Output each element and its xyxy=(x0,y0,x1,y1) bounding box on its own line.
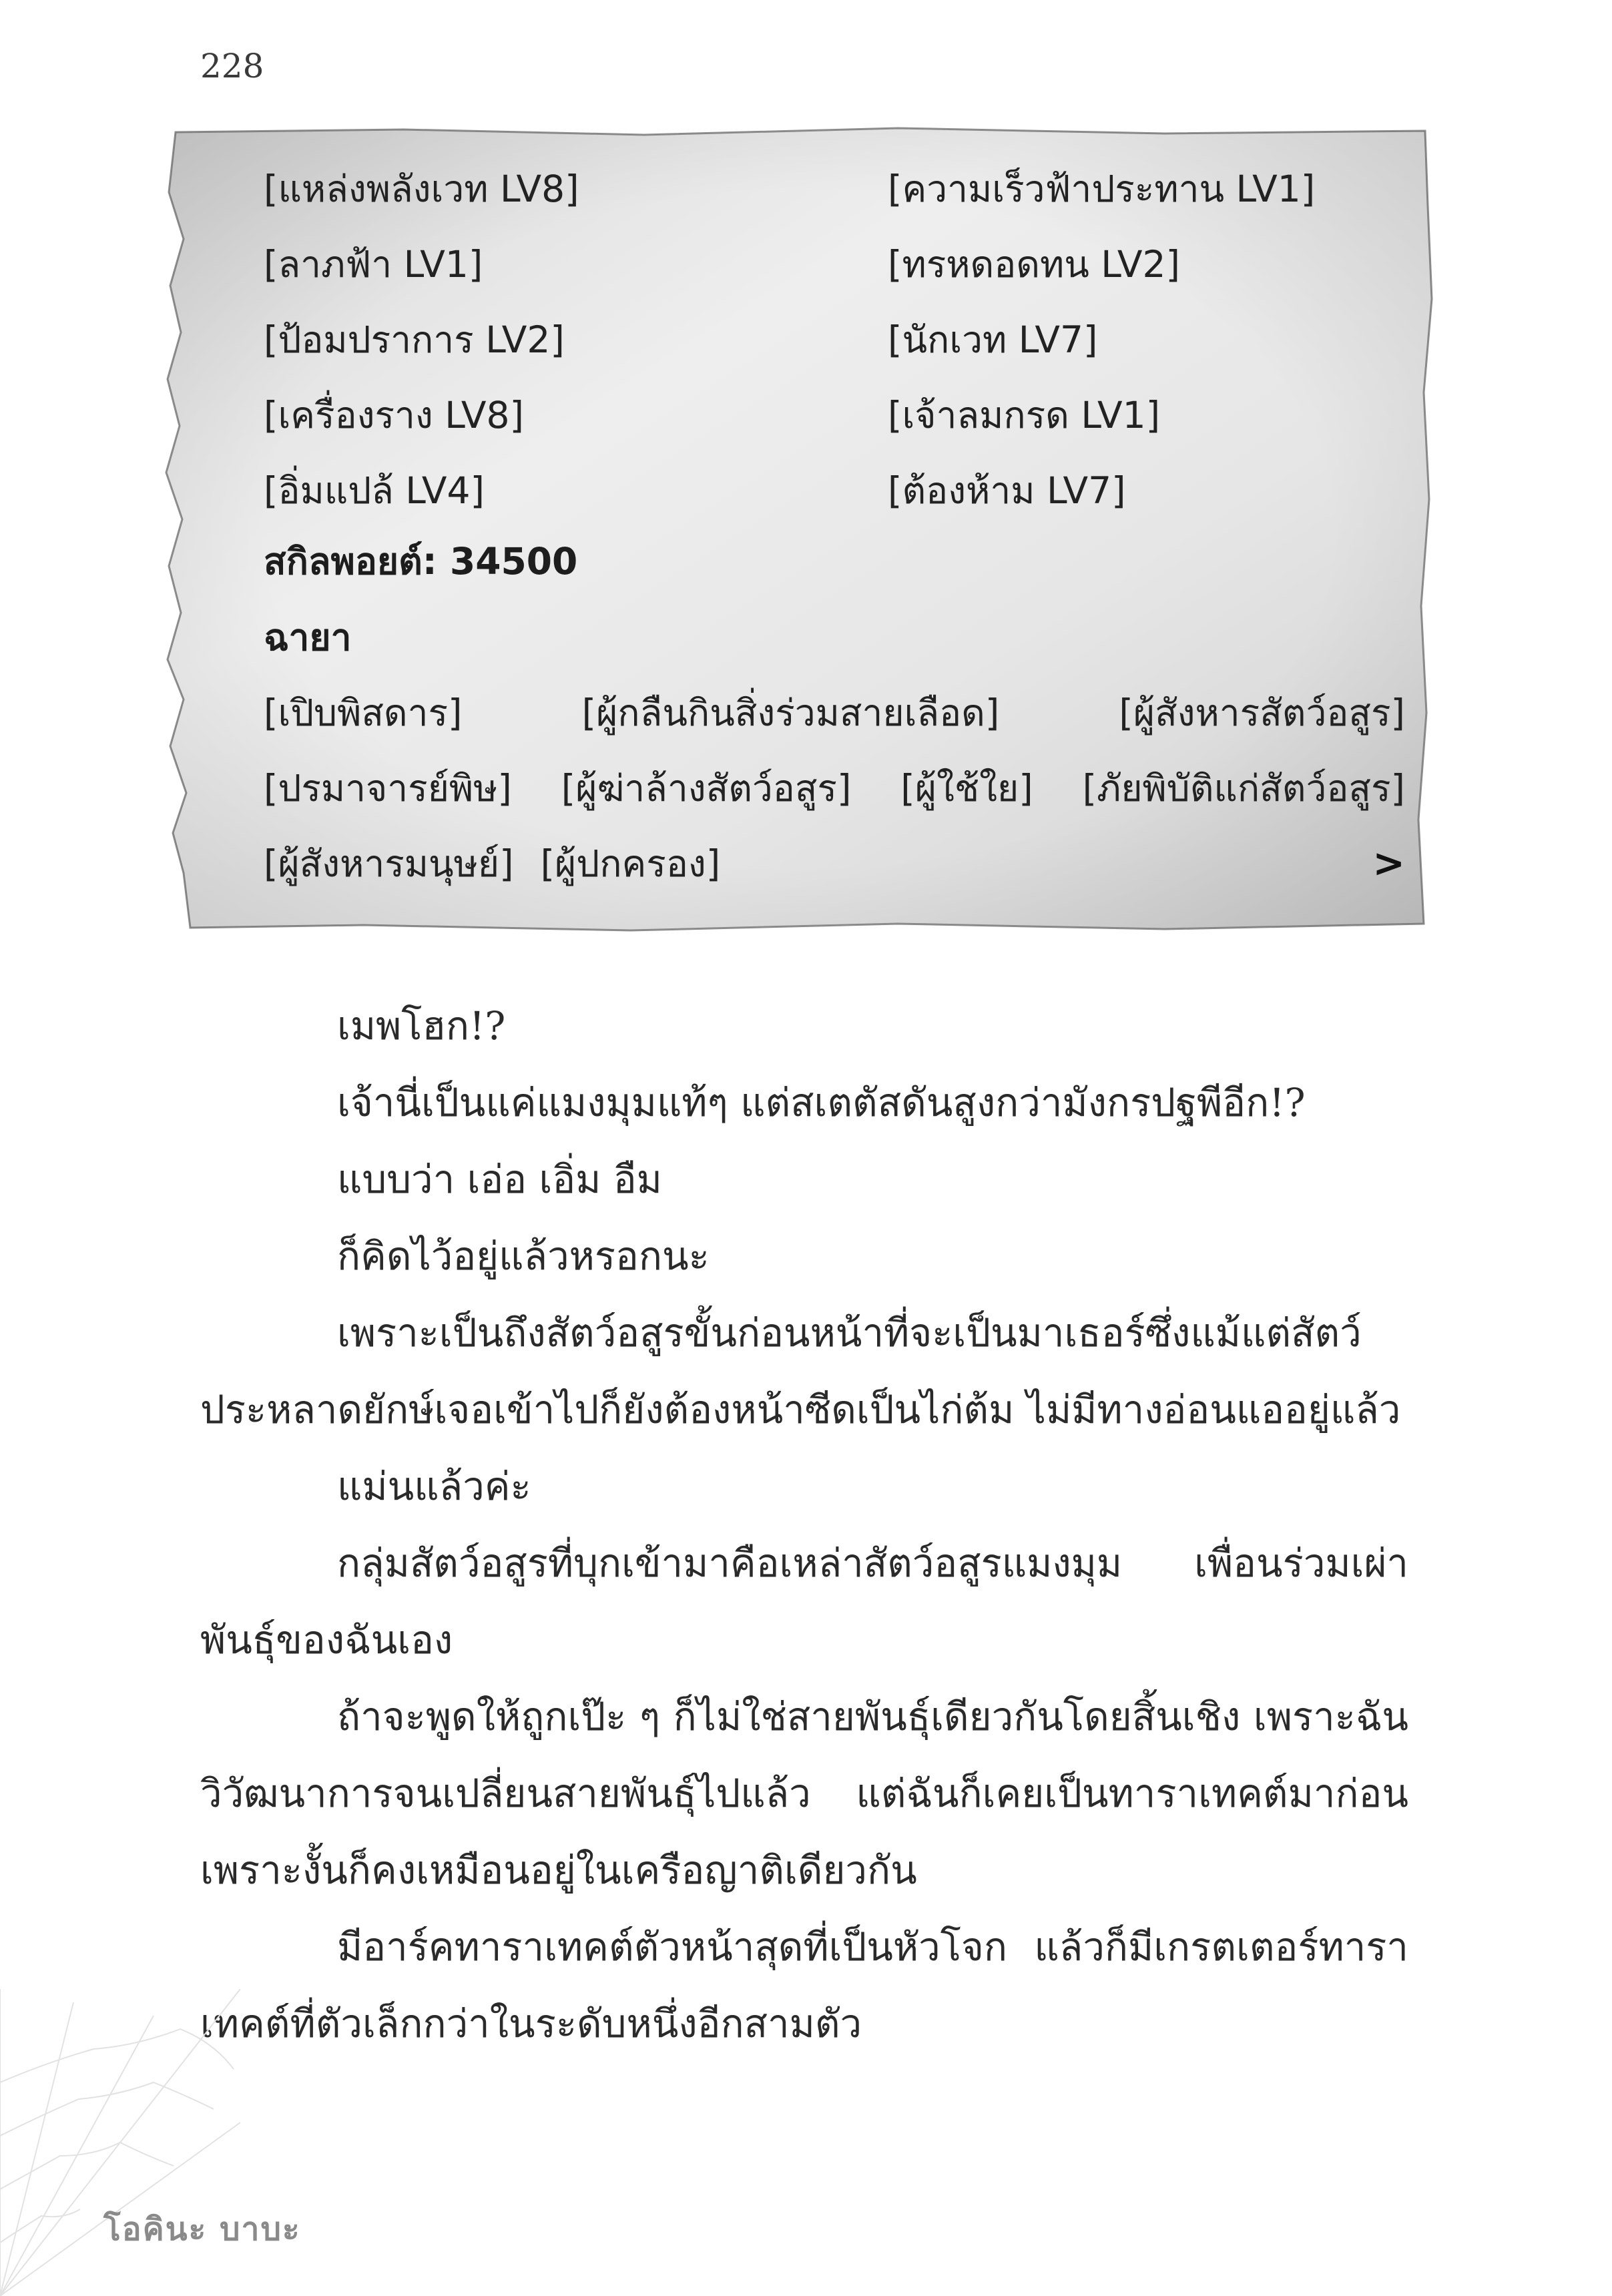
title-entry: [ผู้สังหารมนุษย์] xyxy=(264,842,514,885)
title-entry: [ผู้ใช้ใย] xyxy=(900,767,1033,810)
paragraph: มีอาร์คทาราเทคต์ตัวหน้าสุดที่เป็นหัวโจก แล้วก็มีเกรตเตอร์ทาราเทคต์ที่ตัวเล็กกว่าในระดับหนึ่งอีกสามตัว xyxy=(200,1924,1408,2046)
title-entry: [ผู้สังหารสัตว์อสูร] xyxy=(1119,691,1405,734)
paragraph: เมพโฮก!? xyxy=(337,1003,506,1049)
skill-entry: [ต้องห้าม LV7] xyxy=(888,469,1126,512)
paragraph: กลุ่มสัตว์อสูรที่บุกเข้ามาคือเหล่าสัตว์อสูรแมงมุม เพื่อนร่วมเผ่าพันธุ์ของฉันเอง xyxy=(200,1540,1408,1663)
title-entry: [ปรมาจารย์พิษ] xyxy=(264,767,512,810)
title-entry: [ผู้กลืนกินสิ่งร่วมสายเลือด] xyxy=(581,691,1000,734)
titles-line xyxy=(264,840,1405,916)
paragraph: ก็คิดไว้อยู่แล้วหรอกนะ xyxy=(337,1233,710,1279)
skill-entry: [แหล่งพลังเวท LV8] xyxy=(264,168,579,210)
paragraph: แม่นแล้วค่ะ xyxy=(337,1464,531,1509)
body-text xyxy=(200,988,1408,2062)
skill-points: สกิลพอยต์: 34500 xyxy=(264,540,578,583)
skill-row xyxy=(264,166,1398,241)
skill-entry: [ป้อมปราการ LV2] xyxy=(264,318,565,361)
skill-row xyxy=(264,467,1398,543)
skill-entry: [เจ้าลมกรด LV1] xyxy=(888,394,1161,437)
skill-entry: [ความเร็วฟ้าประทาน LV1] xyxy=(888,168,1316,210)
paragraph: เจ้านี่เป็นแค่แมงมุมแท้ๆ แต่สเตตัสดันสูงกว่ามังกรปฐพีอีก!? xyxy=(337,1080,1306,1125)
skill-row xyxy=(264,241,1398,316)
author-name: โอคินะ บาบะ xyxy=(103,2211,301,2248)
title-entry: [ภัยพิบัติแก่สัตว์อสูร] xyxy=(1082,767,1405,810)
skill-entry: [ทรหดอดทน LV2] xyxy=(888,243,1180,286)
paragraph: แบบว่า เอ่อ เอิ่ม อืม xyxy=(337,1157,662,1202)
skill-entry: [อิ่มแปล้ LV4] xyxy=(264,469,485,512)
skill-row xyxy=(264,316,1398,392)
titles-heading: ฉายา xyxy=(264,616,352,659)
status-panel xyxy=(164,125,1438,934)
next-page-arrow-icon[interactable]: > xyxy=(1372,840,1405,886)
skill-entry: [ลาภฟ้า LV1] xyxy=(264,243,483,286)
titles-line xyxy=(264,765,1405,840)
skill-row xyxy=(264,392,1398,467)
page-number: 228 xyxy=(200,47,264,85)
titles-list xyxy=(264,689,1405,916)
title-entry: [ผู้ปกครอง] xyxy=(540,842,721,885)
title-entry: [เปิบพิสดาร] xyxy=(264,691,463,734)
skill-entry: [นักเวท LV7] xyxy=(888,318,1098,361)
paragraph: เพราะเป็นถึงสัตว์อสูรขั้นก่อนหน้าที่จะเป็นมาเธอร์ซึ่งแม้แต่สัตว์ประหลาดยักษ์เจอเข้าไปก็ยังต้องหน้าซีดเป็นไก่ต้ม ไม่มีทางอ่อนแออยู่แล้ว xyxy=(200,1310,1401,1432)
title-entry: [ผู้ฆ่าล้างสัตว์อสูร] xyxy=(561,767,852,810)
skill-list xyxy=(264,166,1398,543)
skill-entry: [เครื่องราง LV8] xyxy=(264,394,524,437)
paragraph: ถ้าจะพูดให้ถูกเป๊ะ ๆ ก็ไม่ใช่สายพันธุ์เดียวกันโดยสิ้นเชิง เพราะฉันวิวัฒนาการจนเปลี่ยนสายพันธุ์ไปแล้ว แต่ฉันก็เคยเป็นทาราเทคต์มาก่อน เพราะงั้นก็คงเหมือนอยู่ในเครือญาติเดียวกัน xyxy=(200,1694,1408,1893)
titles-line xyxy=(264,689,1405,765)
